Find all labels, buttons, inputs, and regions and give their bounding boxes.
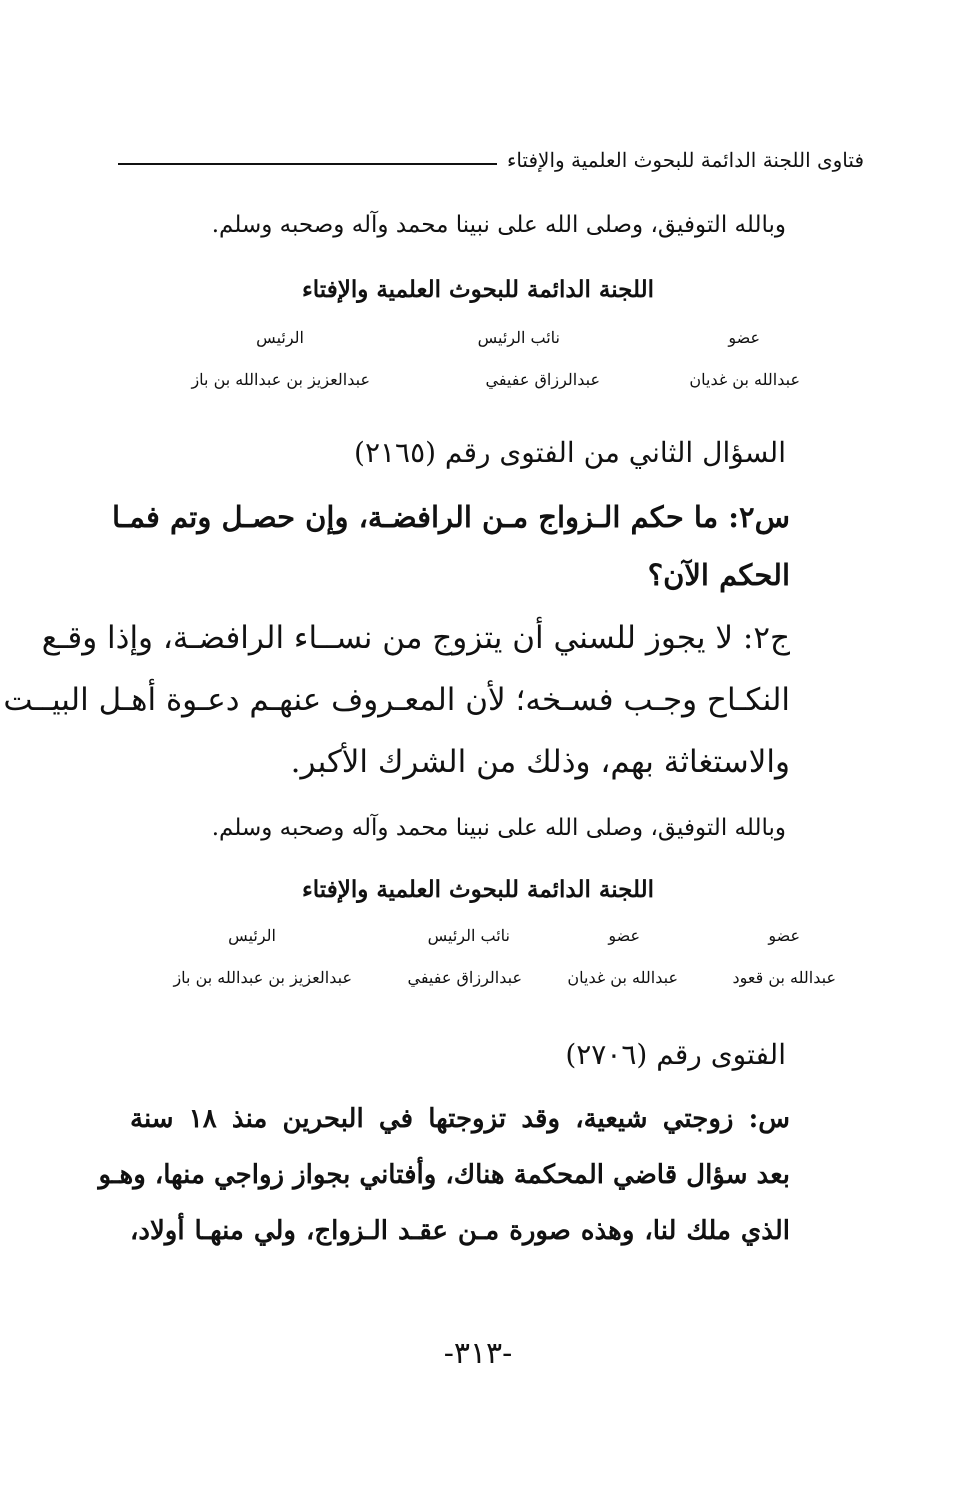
answer-2-line: والاستغاثة بهم، وذلك من الشرك الأكبر. xyxy=(290,744,790,780)
signature-role: عضو xyxy=(768,926,800,945)
header-rule xyxy=(118,163,497,165)
answer-2 xyxy=(3,620,790,780)
signature-role: نائب الرئيس xyxy=(427,926,510,945)
question-2-line: الحكم الآن؟ xyxy=(647,558,790,592)
question-2 xyxy=(111,500,790,592)
fatwa-heading: الفتوى رقم (٢٧٠٦) xyxy=(565,1038,786,1071)
signature-member: عبدالرزاق عفيفي xyxy=(485,370,600,389)
page-number: -٣١٣- xyxy=(443,1336,513,1371)
signature-member: عبدالعزيز بن عبدالله بن باز xyxy=(173,968,352,987)
committee-name-1: اللجنة الدائمة للبحوث العلمية والإفتاء xyxy=(301,276,655,303)
signature-role: عضو xyxy=(608,926,640,945)
signature-member: عبدالرزاق عفيفي xyxy=(407,968,522,987)
signature-role: عضو xyxy=(728,328,760,347)
committee-name-2: اللجنة الدائمة للبحوث العلمية والإفتاء xyxy=(301,876,655,903)
answer-2-line: النكـاح وجـب فسـخه؛ لأن المعـروف عنهـم دعـوة أهـل البيــت xyxy=(3,682,790,718)
signature-member: عبدالله بن قعود xyxy=(732,968,836,987)
signature-member: عبدالله بن غديان xyxy=(567,968,678,987)
answer-2-line: ج٢: لا يجوز للسني أن يتزوج من نســاء الرافضـة، وإذا وقـع xyxy=(41,620,790,656)
signature-role: الرئيس xyxy=(228,926,276,945)
signature-role: نائب الرئيس xyxy=(477,328,560,347)
running-header xyxy=(118,142,864,178)
question-3-line: بعد سؤال قاضي المحكمة هناك، وأفتاني بجواز زواجي منها، وهـو xyxy=(98,1160,790,1190)
question-2-line: س٢: ما حكم الـزواج مـن الرافضـة، وإن حصـل وتم فمـا xyxy=(111,500,790,534)
signature-role: الرئيس xyxy=(256,328,304,347)
closing-statement-2: وبالله التوفيق، وصلى الله على نبينا محمد وآله وصحبه وسلم. xyxy=(211,815,786,841)
closing-statement-1: وبالله التوفيق، وصلى الله على نبينا محمد وآله وصحبه وسلم. xyxy=(211,212,786,238)
question-heading: السؤال الثاني من الفتوى رقم (٢١٦٥) xyxy=(354,436,786,469)
question-3 xyxy=(98,1104,791,1246)
question-3-line: س: زوجتي شيعية، وقد تزوجتها في البحرين منذ ١٨ سنة xyxy=(130,1104,791,1134)
question-3-line: الذي ملك لنا، وهذه صورة مـن عقـد الـزواج، ولي منهـا أولاد، xyxy=(130,1216,790,1246)
header-title: فتاوى اللجنة الدائمة للبحوث العلمية والإفتاء xyxy=(506,148,864,172)
signature-member: عبدالعزيز بن عبدالله بن باز xyxy=(191,370,370,389)
signature-member: عبدالله بن غديان xyxy=(689,370,800,389)
